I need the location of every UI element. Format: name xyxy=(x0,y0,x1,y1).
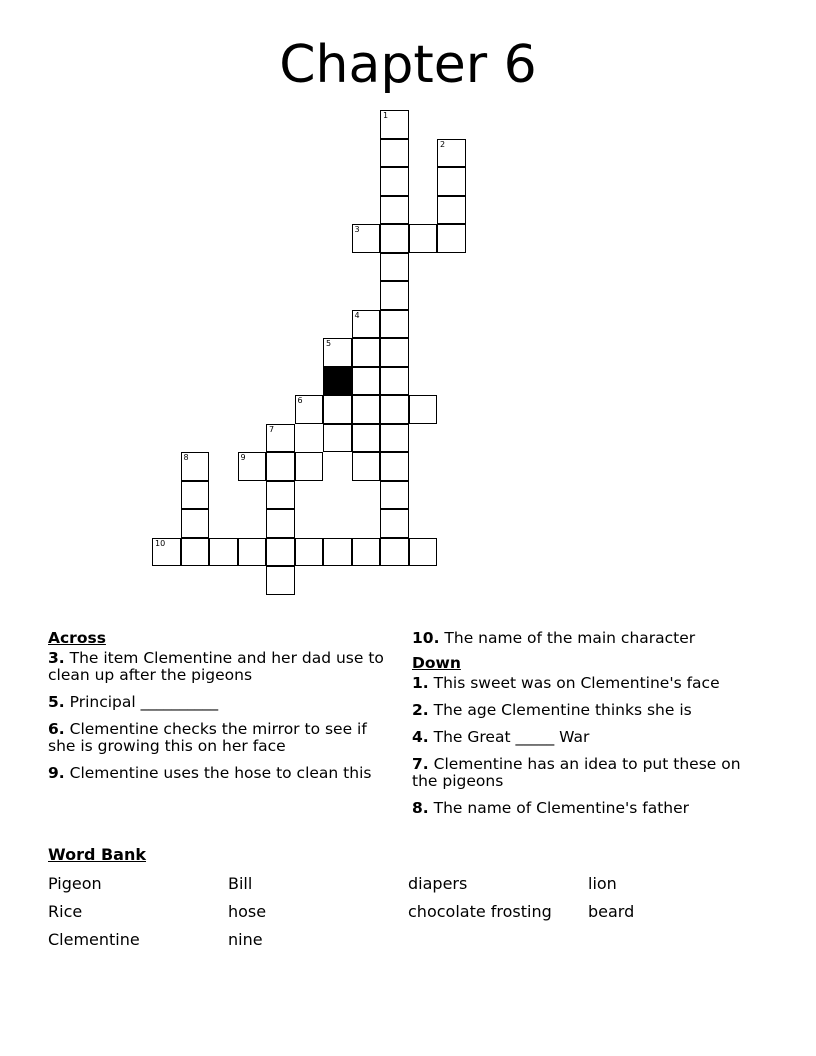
clue-across-10 xyxy=(412,630,757,647)
clue-text: Clementine uses the hose to clean this xyxy=(69,764,372,782)
grid-cell[interactable] xyxy=(380,310,409,339)
grid-cell[interactable] xyxy=(380,281,409,310)
grid-cell[interactable] xyxy=(380,167,409,196)
grid-cell[interactable] xyxy=(295,395,324,424)
clue-number: 7. xyxy=(412,755,429,773)
clue-text: The Great _____ War xyxy=(433,728,590,746)
down-clues xyxy=(412,630,757,827)
word-bank-word: Bill xyxy=(228,874,253,893)
grid-cell[interactable] xyxy=(266,509,295,538)
across-heading: Across xyxy=(48,629,106,647)
down-clue xyxy=(412,729,757,746)
clue-text: Clementine has an idea to put these on the pigeons xyxy=(412,755,741,790)
cell-number: 4 xyxy=(354,310,360,320)
cell-number: 9 xyxy=(240,453,246,462)
word-bank-word: beard xyxy=(588,902,635,921)
grid-cell[interactable] xyxy=(380,338,409,367)
grid-cell[interactable] xyxy=(380,395,409,424)
grid-cell[interactable] xyxy=(380,424,409,453)
grid-cell[interactable] xyxy=(380,196,409,225)
down-clue xyxy=(412,756,757,790)
grid-cell[interactable] xyxy=(380,538,409,567)
grid-cell[interactable] xyxy=(380,253,409,282)
clue-number: 4. xyxy=(412,728,429,746)
word-bank-word: hose xyxy=(228,902,267,921)
grid-cell[interactable] xyxy=(352,424,381,453)
cell-number: 8 xyxy=(183,453,189,462)
down-clue xyxy=(412,675,757,692)
grid-cell[interactable] xyxy=(380,367,409,396)
clue-number: 9. xyxy=(48,764,65,782)
across-clue xyxy=(48,650,393,684)
cell-number: 6 xyxy=(297,396,303,405)
clue-text: Clementine checks the mirror to see if she is growing this on her face xyxy=(48,720,367,755)
cell-number: 1 xyxy=(383,111,389,120)
grid-cell[interactable] xyxy=(209,538,238,567)
grid-cell[interactable] xyxy=(295,452,324,481)
word-bank-word: Rice xyxy=(48,902,83,921)
grid-cell[interactable] xyxy=(266,538,295,567)
across-clue xyxy=(48,694,393,711)
grid-cell[interactable] xyxy=(238,452,267,481)
grid-cell[interactable] xyxy=(152,538,181,567)
clue-number: 8. xyxy=(412,799,429,817)
clue-text: The name of Clementine's father xyxy=(433,799,690,817)
clue-number: 1. xyxy=(412,674,429,692)
grid-cell[interactable] xyxy=(352,395,381,424)
clue-text: This sweet was on Clementine's face xyxy=(433,674,720,692)
down-heading: Down xyxy=(412,654,461,672)
word-bank-word: Clementine xyxy=(48,930,140,949)
down-clue xyxy=(412,702,757,719)
cell-number: 7 xyxy=(269,424,275,434)
clue-number: 5. xyxy=(48,693,65,711)
grid-cell[interactable] xyxy=(380,452,409,481)
cell-number: 3 xyxy=(354,225,360,234)
grid-cell[interactable] xyxy=(380,224,409,253)
across-clue xyxy=(48,721,393,755)
grid-cell[interactable] xyxy=(352,452,381,481)
clue-number: 10. xyxy=(412,629,440,647)
grid-cell[interactable] xyxy=(437,139,466,168)
clue-text: Principal __________ xyxy=(69,693,219,711)
grid-cell[interactable] xyxy=(352,538,381,567)
word-bank-word: lion xyxy=(588,874,617,893)
clue-text: The name of the main character xyxy=(444,629,696,647)
grid-cell[interactable] xyxy=(409,224,438,253)
clue-number: 3. xyxy=(48,649,65,667)
grid-cell[interactable] xyxy=(266,481,295,510)
cell-number: 5 xyxy=(326,339,332,348)
across-clues xyxy=(48,630,393,792)
word-bank-word: diapers xyxy=(408,874,468,893)
word-bank-word: nine xyxy=(228,930,263,949)
black-cell[interactable] xyxy=(323,367,352,396)
clue-text: The age Clementine thinks she is xyxy=(433,701,692,719)
grid-cell[interactable] xyxy=(266,452,295,481)
grid-cell[interactable] xyxy=(323,395,352,424)
grid-cell[interactable] xyxy=(380,110,409,139)
grid-cell[interactable] xyxy=(266,424,295,453)
clue-number: 6. xyxy=(48,720,65,738)
page-title: Chapter 6 xyxy=(279,35,537,95)
across-clue xyxy=(48,765,393,782)
clue-number: 2. xyxy=(412,701,429,719)
grid-cell[interactable] xyxy=(323,424,352,453)
down-clue xyxy=(412,800,757,817)
grid-cell[interactable] xyxy=(181,481,210,510)
grid-cell[interactable] xyxy=(352,310,381,339)
word-bank-title: Word Bank xyxy=(48,845,147,864)
grid-cell[interactable] xyxy=(323,538,352,567)
grid-cell[interactable] xyxy=(181,509,210,538)
grid-cell[interactable] xyxy=(437,196,466,225)
grid-cell[interactable] xyxy=(352,367,381,396)
word-bank-word: Pigeon xyxy=(48,874,102,893)
grid-cell[interactable] xyxy=(437,167,466,196)
grid-cell[interactable] xyxy=(181,452,210,481)
word-bank-word: chocolate frosting xyxy=(408,902,552,921)
grid-cell[interactable] xyxy=(437,224,466,253)
grid-cell[interactable] xyxy=(380,509,409,538)
grid-cell[interactable] xyxy=(352,338,381,367)
grid-cell[interactable] xyxy=(409,538,438,567)
clue-text: The item Clementine and her dad use to clean up after the pigeons xyxy=(48,649,384,684)
grid-cell[interactable] xyxy=(295,538,324,567)
grid-cell[interactable] xyxy=(380,139,409,168)
grid-cell[interactable] xyxy=(352,224,381,253)
cell-number: 10 xyxy=(155,538,166,548)
grid-cell[interactable] xyxy=(323,338,352,367)
cell-number: 2 xyxy=(440,139,446,149)
grid-cell[interactable] xyxy=(266,566,295,595)
grid-cell[interactable] xyxy=(409,395,438,424)
grid-cell[interactable] xyxy=(380,481,409,510)
grid-cell[interactable] xyxy=(238,538,267,567)
grid-cell[interactable] xyxy=(181,538,210,567)
